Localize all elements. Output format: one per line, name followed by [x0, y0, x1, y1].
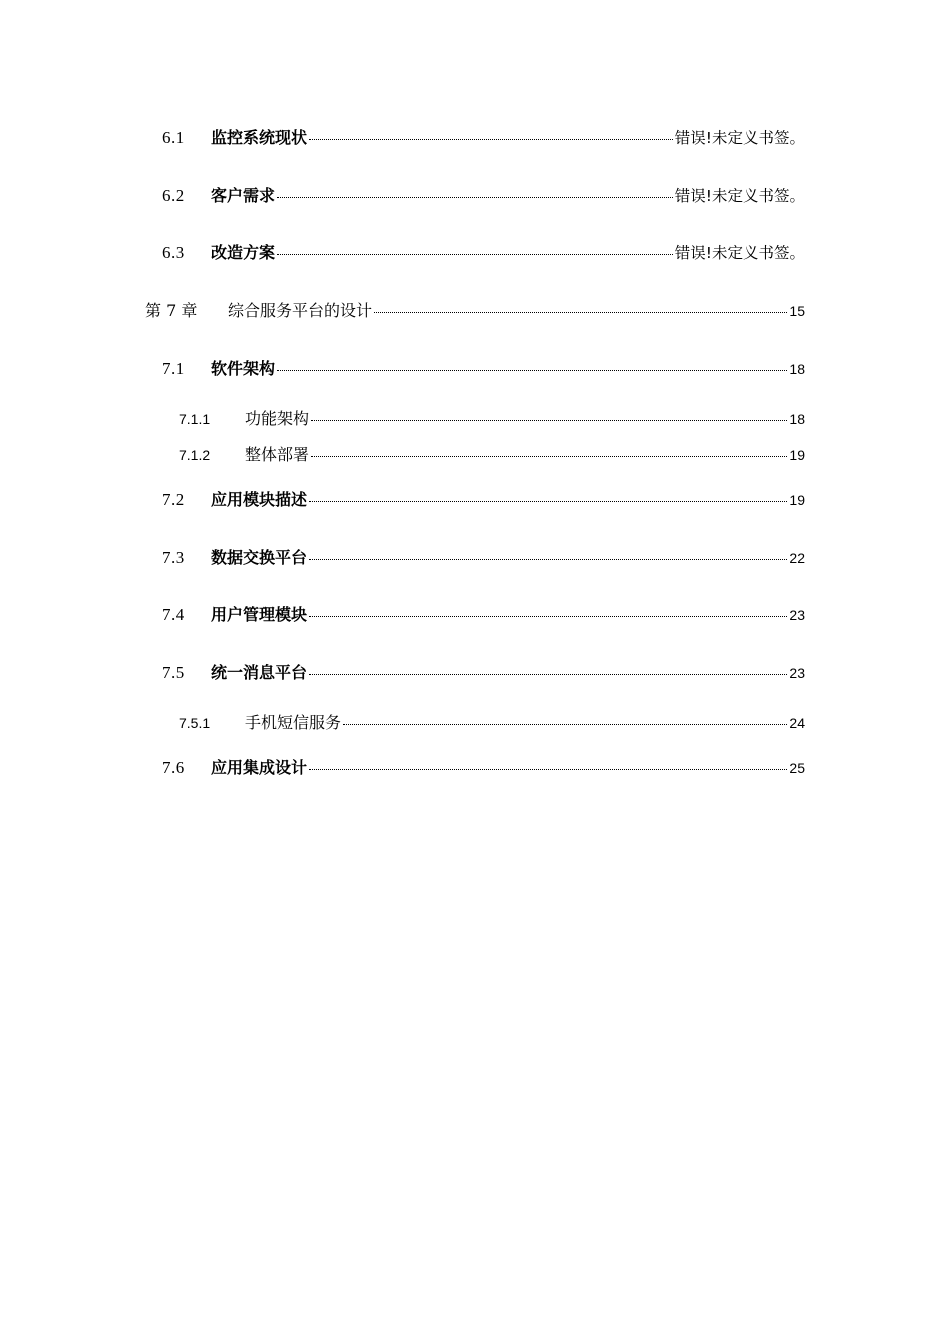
- toc-number: 7.5: [162, 663, 185, 682]
- toc-page: 19: [789, 492, 805, 508]
- toc-title: 改造方案: [211, 243, 276, 262]
- toc-number: 7.3: [162, 548, 185, 567]
- toc-number: 6.1: [162, 128, 185, 147]
- toc-page: 23: [789, 607, 805, 623]
- toc-leader: [309, 616, 787, 617]
- toc-entry-6-2[interactable]: [162, 186, 805, 206]
- toc-entry-7-6[interactable]: [162, 758, 805, 778]
- toc-title: 手机短信服务: [245, 713, 342, 732]
- toc-entry-7-5-1[interactable]: [179, 713, 805, 733]
- toc-entry-7-1[interactable]: [162, 359, 805, 379]
- toc-page: 18: [789, 361, 805, 377]
- toc-page: 错误!未定义书签。: [674, 187, 805, 205]
- toc-leader: [309, 769, 787, 770]
- toc-page: 25: [789, 760, 805, 776]
- toc-entry-7-4[interactable]: [162, 605, 805, 625]
- toc-leader: [309, 674, 787, 675]
- toc-number: 7.1.1: [179, 411, 211, 427]
- toc-entry-chapter-7[interactable]: [145, 301, 805, 321]
- toc-entry-6-1[interactable]: [162, 128, 805, 148]
- toc-page: 22: [789, 550, 805, 566]
- toc-entry-7-5[interactable]: [162, 663, 805, 683]
- toc-number: 7.4: [162, 605, 185, 624]
- toc-number: 7.6: [162, 758, 185, 777]
- toc-title: 应用模块描述: [211, 490, 308, 509]
- toc-title: 综合服务平台的设计: [228, 301, 373, 320]
- toc-title: 功能架构: [245, 409, 310, 428]
- toc-title: 客户需求: [211, 186, 276, 205]
- toc-title: 应用集成设计: [211, 758, 308, 777]
- toc-page: 23: [789, 665, 805, 681]
- toc-page: 错误!未定义书签。: [674, 129, 805, 147]
- toc-leader: [309, 139, 673, 140]
- toc-leader: [311, 456, 787, 457]
- toc-number: 7.5.1: [179, 715, 211, 731]
- toc-page: 19: [789, 447, 805, 463]
- toc-entry-6-3[interactable]: [162, 243, 805, 263]
- toc-leader: [309, 501, 787, 502]
- toc-number: 6.2: [162, 186, 185, 205]
- toc-title: 整体部署: [245, 445, 310, 464]
- toc-title: 统一消息平台: [211, 663, 308, 682]
- toc-page: 15: [789, 303, 805, 319]
- toc-leader: [343, 724, 787, 725]
- toc-number: 第 7 章: [145, 301, 198, 320]
- toc-leader: [374, 312, 787, 313]
- toc-number: 7.1.2: [179, 447, 211, 463]
- toc-number: 7.2: [162, 490, 185, 509]
- toc-title: 数据交换平台: [211, 548, 308, 567]
- toc-title: 用户管理模块: [211, 605, 308, 624]
- toc-leader: [309, 559, 787, 560]
- toc-number: 6.3: [162, 243, 185, 262]
- toc-leader: [277, 370, 787, 371]
- toc-entry-7-1-2[interactable]: [179, 445, 805, 465]
- toc-number: 7.1: [162, 359, 185, 378]
- toc-leader: [311, 420, 787, 421]
- toc-title: 监控系统现状: [211, 128, 308, 147]
- toc-entry-7-2[interactable]: [162, 490, 805, 510]
- toc-leader: [277, 197, 673, 198]
- toc-title: 软件架构: [211, 359, 276, 378]
- toc-leader: [277, 254, 673, 255]
- toc-page: 18: [789, 411, 805, 427]
- toc-page: 24: [789, 715, 805, 731]
- toc-page: 错误!未定义书签。: [674, 244, 805, 262]
- toc-entry-7-3[interactable]: [162, 548, 805, 568]
- toc-entry-7-1-1[interactable]: [179, 409, 805, 429]
